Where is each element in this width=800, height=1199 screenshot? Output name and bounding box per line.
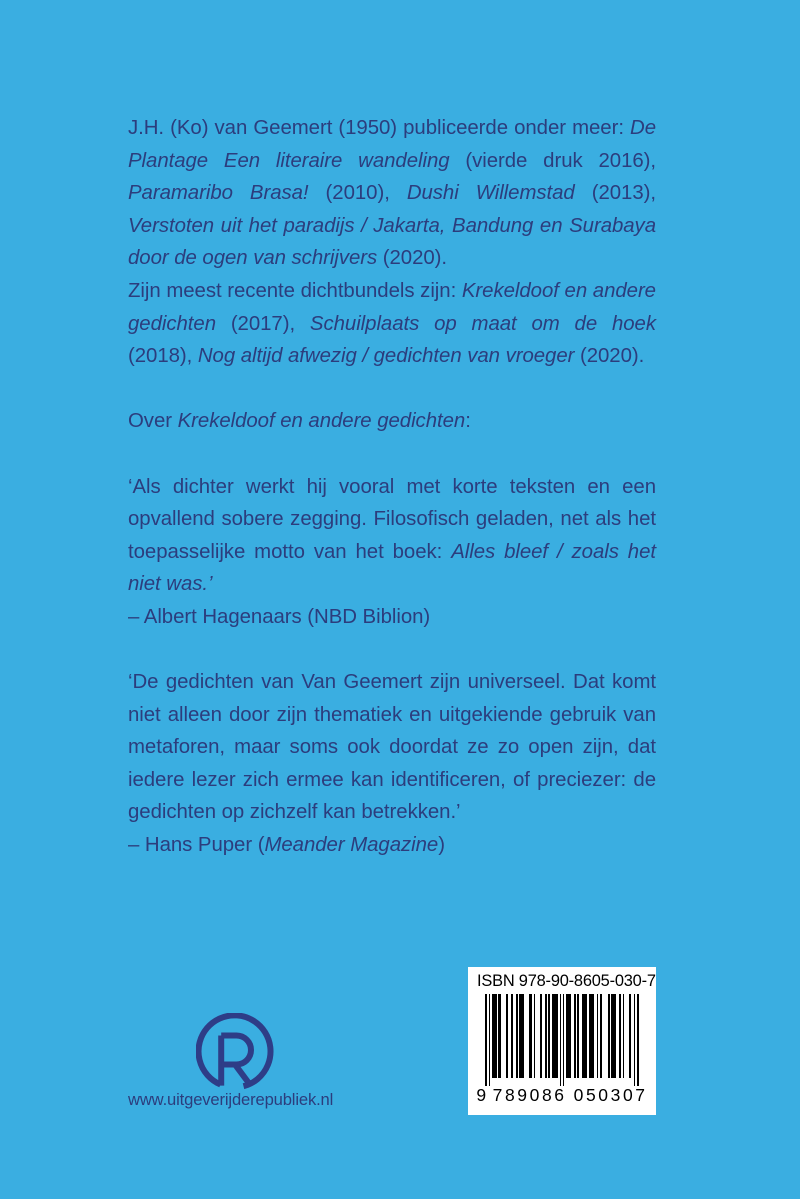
barcode-module	[519, 994, 524, 1078]
reviews-heading	[128, 405, 656, 438]
review-quote-2-text: ‘De gedichten van Van Geemert zijn universeel. Dat komt niet alleen door zijn thematiek en uitgekiende gebruik van metaforen, maar soms ook doordat ze zo open zijn, dat iedere lezer zich ermee kan identificeren, of preciezer: de gedichten op zichzelf kan betrekken.’	[128, 671, 656, 824]
barcode-module	[637, 994, 639, 1086]
barcode-digits-right: 050307	[573, 1085, 648, 1105]
barcode-module	[534, 994, 536, 1078]
spacer-before-quote-1	[128, 438, 656, 471]
reviews-heading-suffix: :	[465, 410, 471, 433]
publisher-website[interactable]: www.uitgeverijderepubliek.nl	[128, 1090, 334, 1109]
barcode-module	[545, 994, 547, 1078]
barcode-module	[623, 994, 625, 1078]
bio-after-title-3: (2013),	[574, 182, 656, 205]
spacer-before-quote-2	[128, 634, 656, 667]
barcode-module	[506, 994, 508, 1078]
barcode-module	[560, 994, 562, 1086]
review-quote-1	[128, 471, 656, 601]
bio-title-7: Nog altijd afwezig / gedichten van vroeger	[197, 345, 575, 368]
barcode-module	[489, 994, 491, 1086]
barcode-module	[511, 994, 513, 1078]
bio-title-6: Schuilplaats op maat om de hoek	[309, 312, 656, 335]
barcode-module	[516, 994, 518, 1078]
bio-after-title-2: (2010),	[308, 182, 407, 205]
bio-title-5: Krekeldoof en andere gedichten	[128, 279, 656, 335]
bio-after-title-4: (2020).	[377, 247, 448, 270]
barcode-module	[563, 994, 565, 1086]
bio-title-3: Dushi Willemstad	[406, 182, 575, 205]
barcode-module	[600, 994, 602, 1078]
barcode-bars	[477, 994, 647, 1086]
barcode-module	[552, 994, 558, 1078]
collections-intro-text: Zijn meest recente dichtbundels zijn:	[128, 279, 462, 302]
review-quote-2-attribution-prefix: – Hans Puper (	[128, 834, 265, 857]
bio-title-4: Verstoten uit het paradijs / Jakarta, Bandung en Surabaya door de ogen van schrijvers	[128, 214, 656, 270]
bio-after-title-5: (2017),	[215, 312, 310, 335]
barcode-module	[577, 994, 579, 1078]
isbn-barcode-panel	[468, 967, 656, 1115]
bio-after-title-7: (2020).	[574, 345, 645, 368]
barcode-module	[485, 994, 487, 1086]
barcode-module	[529, 994, 532, 1078]
barcode-digit-lead: 9	[476, 1085, 487, 1105]
author-bibliography-paragraph	[128, 112, 656, 275]
barcode-module	[589, 994, 594, 1078]
barcode-module	[634, 994, 636, 1086]
back-cover-text-block	[128, 112, 656, 862]
publisher-logo-icon	[196, 1013, 274, 1091]
barcode-module	[574, 994, 576, 1078]
barcode-module	[582, 994, 587, 1078]
barcode-module	[619, 994, 621, 1078]
review-quote-2	[128, 666, 656, 829]
bio-title-2: Paramaribo Brasa!	[128, 182, 309, 205]
reviews-heading-title: Krekeldoof en andere gedichten	[177, 410, 466, 433]
review-quote-1-text: ‘Als dichter werkt hij vooral met korte teksten en een opvallend sobere zegging. Filosofisch geladen, net als het toepasselijke motto van het boek:	[128, 475, 656, 563]
bio-after-title-6: (2018),	[128, 345, 198, 368]
reviews-heading-prefix: Over	[128, 410, 178, 433]
barcode-digits	[477, 1085, 647, 1105]
barcode-module	[629, 994, 631, 1078]
barcode-module	[566, 994, 571, 1078]
isbn-label: ISBN 978-90-8605-030-7	[477, 972, 656, 990]
barcode-module	[597, 994, 599, 1078]
spacer-before-reviews-heading	[128, 373, 656, 406]
recent-collections-paragraph	[128, 275, 656, 373]
barcode-module	[608, 994, 610, 1078]
barcode-digits-left: 789086	[492, 1085, 567, 1105]
barcode-module	[492, 994, 497, 1078]
review-quote-1-attribution: – Albert Hagenaars (NBD Biblion)	[128, 605, 431, 628]
bio-title-1: De Plantage Een literaire wandeling	[128, 117, 656, 172]
bio-after-title-1: (vierde druk 2016),	[449, 149, 657, 172]
review-quote-2-attribution	[128, 829, 656, 862]
bio-intro-text: J.H. (Ko) van Geemert (1950) publiceerde onder meer:	[128, 117, 631, 139]
review-quote-2-attribution-source: Meander Magazine	[264, 834, 439, 857]
barcode-module	[611, 994, 616, 1078]
barcode-module	[498, 994, 501, 1078]
review-quote-1-motto: Alles bleef / zoals het niet was.’	[128, 540, 657, 596]
barcode-module	[540, 994, 542, 1078]
barcode-module	[548, 994, 550, 1078]
review-quote-2-attribution-suffix: )	[438, 834, 445, 857]
